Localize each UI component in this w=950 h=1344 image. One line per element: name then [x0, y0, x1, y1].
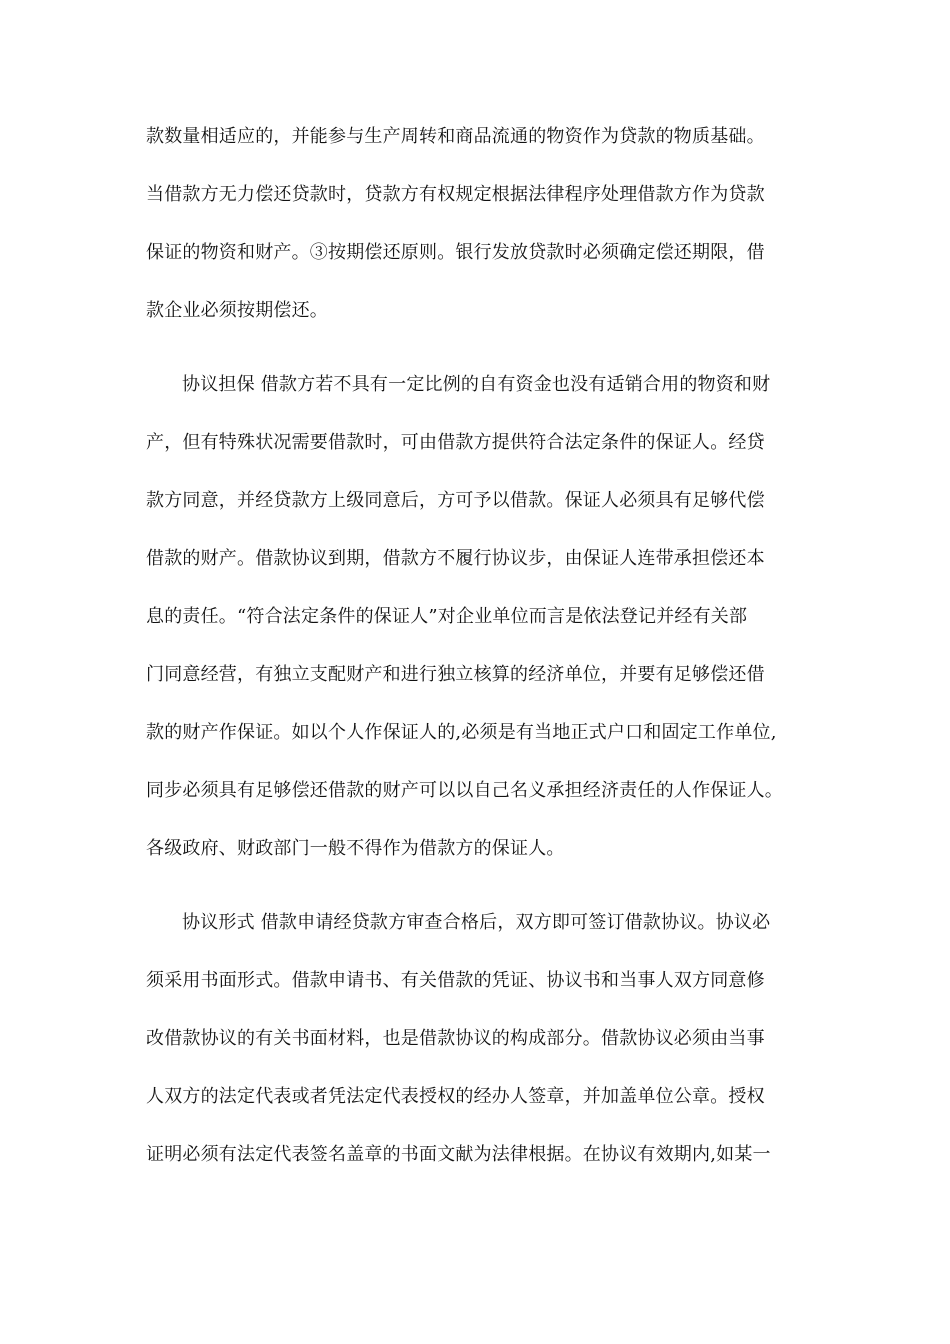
paragraph-2-line-1: 协议担保 借款方若不具有一定比例的自有资金也没有适销合用的物资和财 — [182, 374, 771, 395]
paragraph-1-line-2: 当借款方无力偿还贷款时，贷款方有权规定根据法律程序处理借款方作为贷款 — [146, 184, 765, 205]
paragraph-2-line-5: 息的责任。“符合法定条件的保证人”对企业单位而言是依法登记并经有关部 — [146, 606, 748, 627]
paragraph-2-line-2: 产，但有特殊状况需要借款时，可由借款方提供符合法定条件的保证人。经贷 — [146, 432, 765, 453]
paragraph-3-line-3: 改借款协议的有关书面材料，也是借款协议的构成部分。借款协议必须由当事 — [146, 1028, 765, 1049]
paragraph-1-line-3: 保证的物资和财产。③按期偿还原则。银行发放贷款时必须确定偿还期限，借 — [146, 242, 765, 263]
paragraph-2-line-3: 款方同意，并经贷款方上级同意后，方可予以借款。保证人必须具有足够代偿 — [146, 490, 765, 511]
paragraph-2-line-4: 借款的财产。借款协议到期，借款方不履行协议步，由保证人连带承担偿还本 — [146, 548, 765, 569]
paragraph-2-line-9: 各级政府、财政部门一般不得作为借款方的保证人。 — [146, 838, 565, 859]
paragraph-2-line-7: 款的财产作保证。如以个人作保证人的,必须是有当地正式户口和固定工作单位, — [146, 722, 777, 743]
paragraph-3-line-4: 人双方的法定代表或者凭法定代表授权的经办人签章，并加盖单位公章。授权 — [146, 1086, 765, 1107]
paragraph-1-line-4: 款企业必须按期偿还。 — [146, 300, 328, 321]
paragraph-3-line-1: 协议形式 借款申请经贷款方审查合格后，双方即可签订借款协议。协议必 — [182, 912, 771, 933]
paragraph-3-line-5: 证明必须有法定代表签名盖章的书面文献为法律根据。在协议有效期内,如某一 — [146, 1144, 771, 1165]
paragraph-2-line-6: 门同意经营，有独立支配财产和进行独立核算的经济单位，并要有足够偿还借 — [146, 664, 765, 685]
paragraph-2-line-8: 同步必须具有足够偿还借款的财产可以以自己名义承担经济责任的人作保证人。 — [146, 780, 783, 801]
paragraph-3-line-2: 须采用书面形式。借款申请书、有关借款的凭证、协议书和当事人双方同意修 — [146, 970, 765, 991]
paragraph-1-line-1: 款数量相适应的，并能参与生产周转和商品流通的物资作为贷款的物质基础。 — [146, 126, 765, 147]
